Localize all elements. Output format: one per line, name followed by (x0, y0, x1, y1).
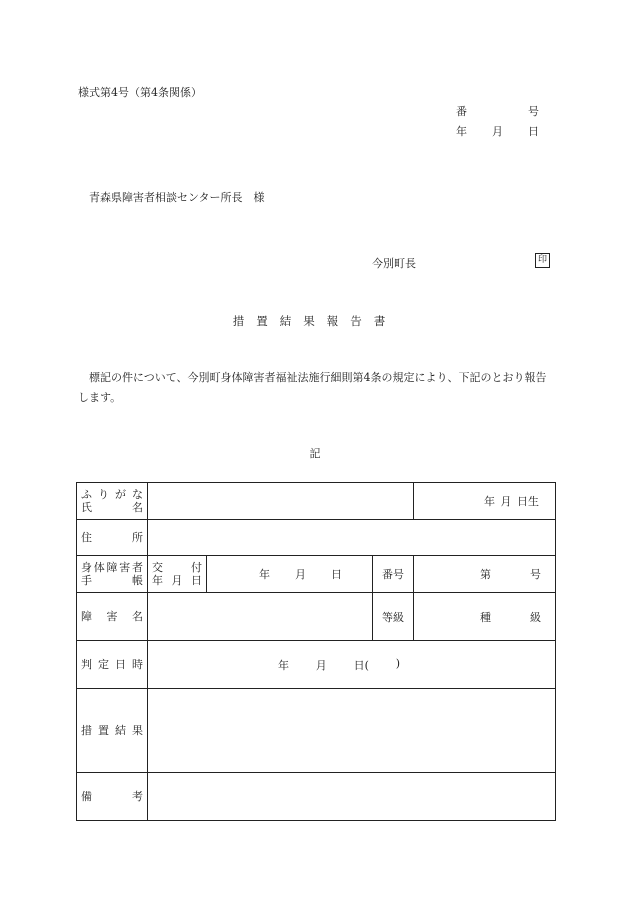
row-name (77, 483, 556, 520)
result-field[interactable] (148, 689, 556, 773)
remarks-field[interactable] (148, 773, 556, 821)
row-judgment (77, 641, 556, 689)
address-label: 住所 (81, 531, 143, 544)
issue-label-line2: 年月日 (152, 574, 202, 587)
form-number: 様式第4号（第4条関係） (78, 86, 202, 99)
number-suffix: 号 (530, 568, 542, 581)
date-month-label: 月 (492, 125, 503, 138)
row-address (77, 520, 556, 556)
disability-label-cell (77, 593, 148, 641)
seal-mark: 印 (535, 253, 550, 268)
name-label-cell (77, 483, 148, 520)
judgment-month-label: 月 (315, 658, 327, 672)
document-number-label: 番 (456, 105, 467, 118)
issue-date-field[interactable] (207, 556, 373, 593)
sender-name: 今別町長 (372, 257, 416, 270)
issue-label-line1: 交付 (152, 561, 202, 574)
remarks-label-cell (77, 773, 148, 821)
row-disability (77, 593, 556, 641)
judgment-day-label: 日( (353, 658, 369, 672)
judgment-label: 判定日時 (81, 658, 143, 671)
issue-month-label: 月 (295, 568, 306, 581)
address-label-cell (77, 520, 148, 556)
result-label-cell (77, 689, 148, 773)
disability-field[interactable] (148, 593, 373, 641)
date-year-label: 年 (456, 125, 467, 138)
addressee: 青森県障害者相談センター所長 様 (89, 191, 265, 204)
issue-day-label: 日 (331, 568, 342, 581)
birth-day-label: 日生 (517, 495, 540, 508)
remarks-label: 備考 (81, 790, 143, 803)
name-field[interactable] (148, 483, 414, 520)
judgment-year-label: 年 (278, 658, 289, 672)
issue-year-label: 年 (259, 568, 270, 581)
judgment-close-paren: ) (395, 656, 400, 670)
report-form-table (76, 482, 556, 821)
name-label: 氏名 (81, 501, 143, 514)
grade-level-label: 級 (530, 610, 542, 624)
number-prefix: 第 (480, 568, 492, 581)
body-text: 標記の件について、今別町身体障害者福祉法施行細則第4条の規定により、下記のとおり報告します。 (78, 371, 547, 404)
birthdate-field[interactable] (414, 483, 556, 520)
issue-date-label-cell (148, 556, 207, 593)
birth-year-label: 年 (484, 495, 496, 508)
handbook-number-label: 番号 (373, 556, 414, 593)
furigana-label: ふりがな (81, 488, 143, 501)
grade-kind-label: 種 (480, 610, 492, 624)
handbook-label-line1: 身体障害者 (81, 561, 143, 574)
row-result (77, 689, 556, 773)
address-field[interactable] (148, 520, 556, 556)
handbook-label-line2: 手帳 (81, 574, 143, 587)
document-title: 措置結果報告書 (232, 314, 398, 328)
judgment-label-cell (77, 641, 148, 689)
birth-month-label: 月 (500, 495, 512, 508)
grade-field[interactable] (414, 593, 556, 641)
judgment-date-field[interactable] (148, 641, 556, 689)
document-number-unit: 号 (528, 105, 539, 118)
grade-label: 等級 (373, 593, 414, 641)
date-day-label: 日 (528, 125, 539, 138)
row-remarks (77, 773, 556, 821)
result-label: 措置結果 (81, 724, 143, 737)
row-handbook (77, 556, 556, 593)
disability-label: 障害名 (81, 610, 143, 623)
handbook-label-cell (77, 556, 148, 593)
handbook-number-field[interactable] (414, 556, 556, 593)
ki-heading: 記 (309, 447, 321, 460)
